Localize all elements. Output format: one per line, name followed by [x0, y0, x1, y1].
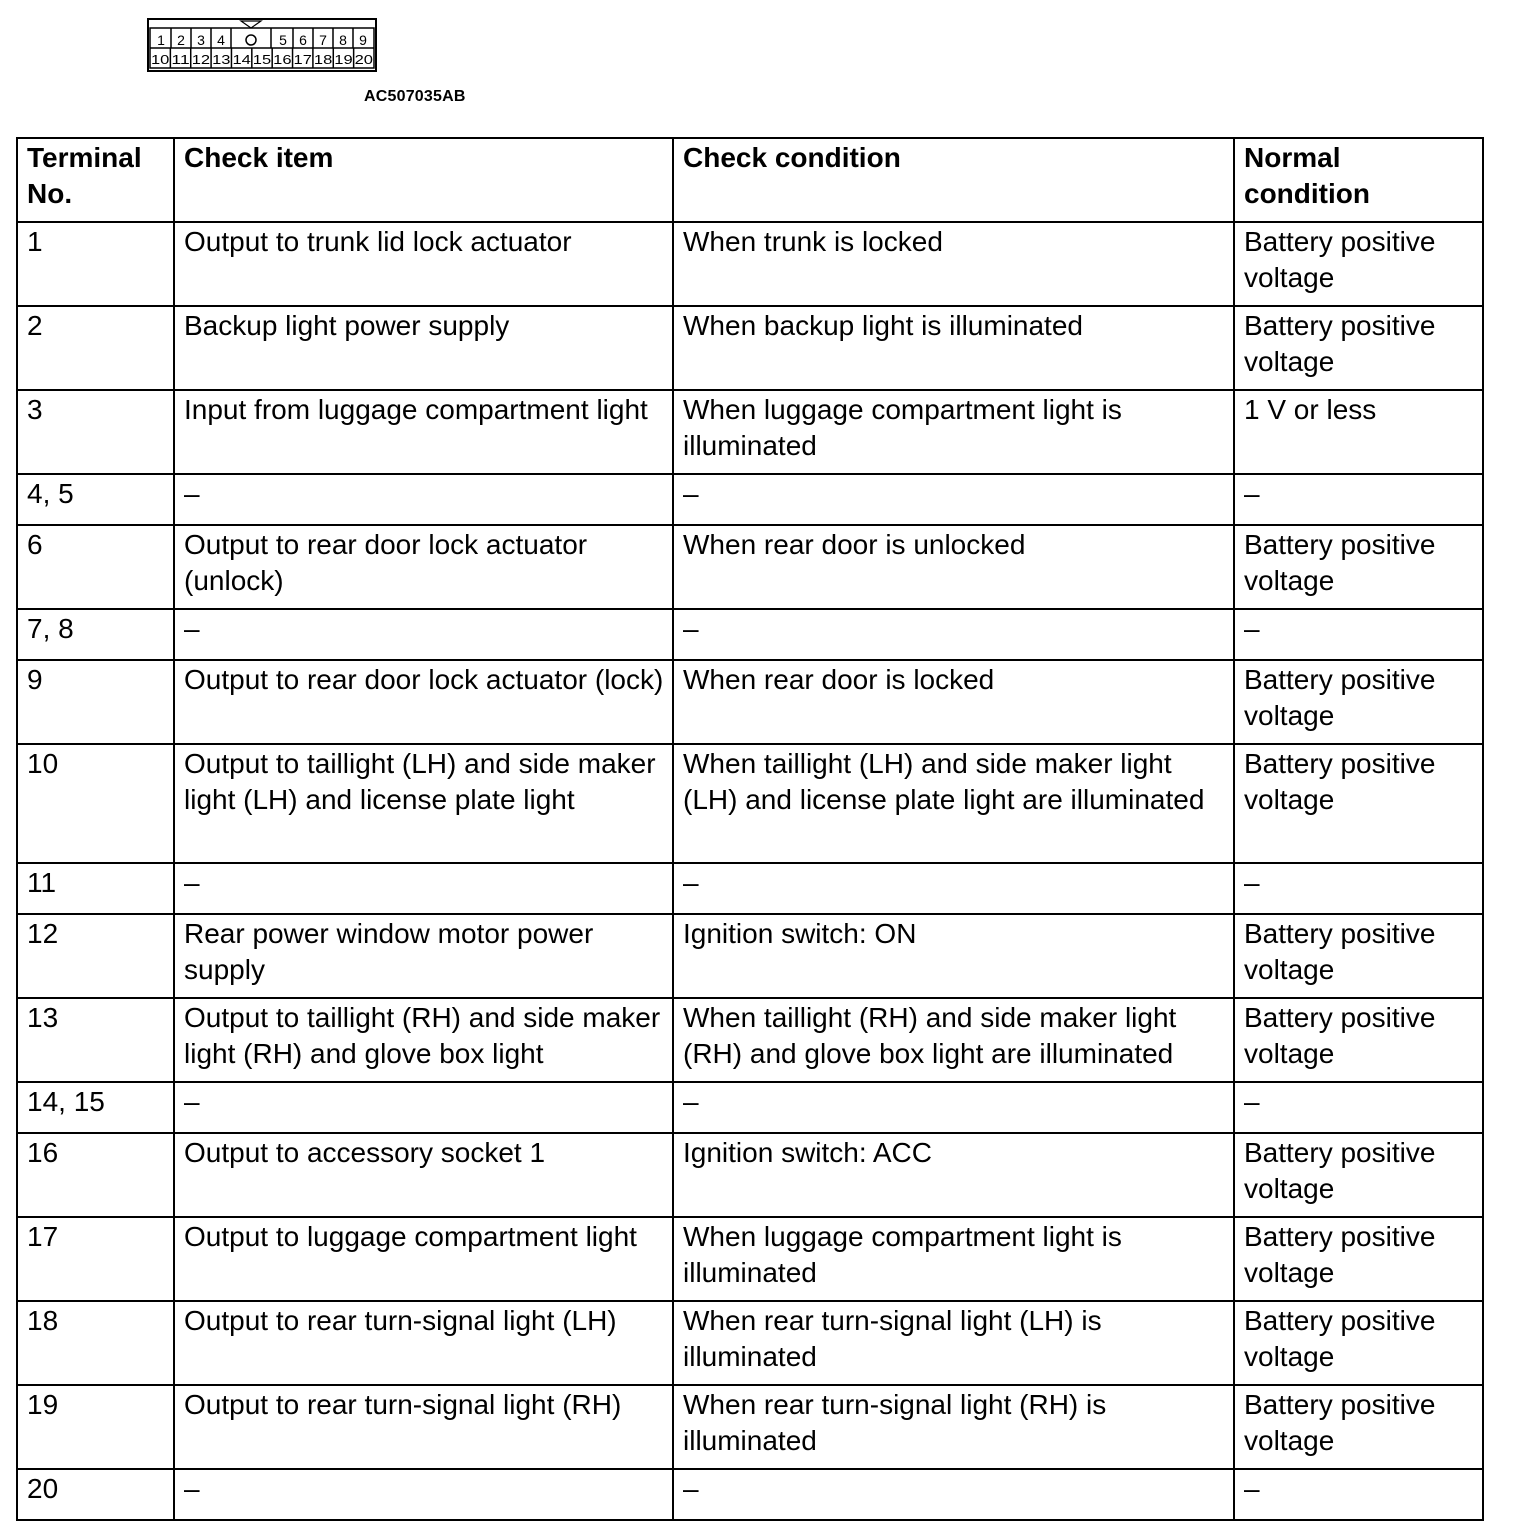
header-check-item: Check item	[174, 138, 673, 222]
cell-normal-condition: Battery positive voltage	[1234, 1133, 1483, 1217]
cell-check-item: Output to taillight (LH) and side maker light (LH) and license plate light	[174, 744, 673, 863]
cell-normal-condition: Battery positive voltage	[1234, 1217, 1483, 1301]
table-row	[17, 306, 1483, 390]
cell-check-condition: When rear door is unlocked	[673, 525, 1234, 609]
connector-pin-label: 15	[252, 52, 272, 67]
cell-terminal: 1	[17, 222, 174, 306]
cell-terminal: 9	[17, 660, 174, 744]
table-row	[17, 474, 1483, 525]
cell-check-condition: When trunk is locked	[673, 222, 1234, 306]
cell-check-condition: When backup light is illuminated	[673, 306, 1234, 390]
cell-check-condition: When taillight (RH) and side maker light (RH) and glove box light are illuminated	[673, 998, 1234, 1082]
table-row	[17, 390, 1483, 474]
table-row	[17, 1469, 1483, 1520]
cell-normal-condition: Battery positive voltage	[1234, 525, 1483, 609]
table-row	[17, 863, 1483, 914]
cell-check-condition: –	[673, 474, 1234, 525]
table-row	[17, 222, 1483, 306]
table-row	[17, 1217, 1483, 1301]
cell-check-item: Backup light power supply	[174, 306, 673, 390]
connector-pin-label: 10	[151, 52, 170, 67]
cell-check-item: Output to rear turn-signal light (RH)	[174, 1385, 673, 1469]
header-terminal: Terminal No.	[17, 138, 174, 222]
table-row	[17, 1301, 1483, 1385]
cell-check-condition: –	[673, 609, 1234, 660]
cell-check-item: Output to rear door lock actuator (unlock)	[174, 525, 673, 609]
cell-check-condition: When rear door is locked	[673, 660, 1234, 744]
connector-pin-label: 7	[319, 32, 327, 48]
connector-pin-label: 11	[171, 52, 190, 67]
connector-pin-label: 13	[212, 52, 231, 67]
cell-check-item: –	[174, 1082, 673, 1133]
connector-pin-label: 20	[354, 52, 373, 67]
connector-pin-label: 19	[334, 52, 353, 67]
cell-check-condition: When luggage compartment light is illuminated	[673, 1217, 1234, 1301]
cell-terminal: 14, 15	[17, 1082, 174, 1133]
cell-terminal: 18	[17, 1301, 174, 1385]
cell-normal-condition: Battery positive voltage	[1234, 1301, 1483, 1385]
connector-pin-label: 4	[217, 32, 225, 48]
table-row	[17, 1133, 1483, 1217]
cell-normal-condition: Battery positive voltage	[1234, 222, 1483, 306]
cell-check-condition: –	[673, 1469, 1234, 1520]
figure-code: AC507035AB	[364, 88, 466, 105]
cell-normal-condition: Battery positive voltage	[1234, 660, 1483, 744]
cell-terminal: 4, 5	[17, 474, 174, 525]
connector-svg	[147, 18, 377, 72]
cell-normal-condition: Battery positive voltage	[1234, 1385, 1483, 1469]
cell-normal-condition: –	[1234, 1469, 1483, 1520]
connector-pin-label: 3	[197, 32, 205, 48]
connector-pin-label: 5	[279, 32, 287, 48]
cell-terminal: 3	[17, 390, 174, 474]
cell-check-item: –	[174, 474, 673, 525]
cell-check-item: Rear power window motor power supply	[174, 914, 673, 998]
cell-check-condition: When rear turn-signal light (RH) is illuminated	[673, 1385, 1234, 1469]
cell-check-item: Output to taillight (RH) and side maker light (RH) and glove box light	[174, 998, 673, 1082]
cell-normal-condition: –	[1234, 1082, 1483, 1133]
cell-check-condition: When taillight (LH) and side maker light (LH) and license plate light are illuminated	[673, 744, 1234, 863]
cell-terminal: 12	[17, 914, 174, 998]
cell-terminal: 7, 8	[17, 609, 174, 660]
cell-check-item: Input from luggage compartment light	[174, 390, 673, 474]
connector-pin-label: 8	[339, 32, 347, 48]
header-normal-condition: Normal condition	[1234, 138, 1483, 222]
cell-check-item: Output to rear door lock actuator (lock)	[174, 660, 673, 744]
table-row	[17, 914, 1483, 998]
cell-check-item: –	[174, 1469, 673, 1520]
cell-terminal: 13	[17, 998, 174, 1082]
cell-check-condition: When luggage compartment light is illuminated	[673, 390, 1234, 474]
cell-normal-condition: –	[1234, 863, 1483, 914]
header-check-condition: Check condition	[673, 138, 1234, 222]
connector-pin-label: 1	[157, 32, 165, 48]
connector-pin-label: 14	[232, 52, 251, 67]
table-row	[17, 525, 1483, 609]
cell-check-item: Output to rear turn-signal light (LH)	[174, 1301, 673, 1385]
cell-check-item: –	[174, 609, 673, 660]
table-row	[17, 744, 1483, 863]
cell-check-condition: Ignition switch: ON	[673, 914, 1234, 998]
connector-pin-label: 16	[273, 52, 292, 67]
cell-terminal: 11	[17, 863, 174, 914]
cell-normal-condition: Battery positive voltage	[1234, 306, 1483, 390]
table-row	[17, 998, 1483, 1082]
table-row	[17, 660, 1483, 744]
cell-normal-condition: Battery positive voltage	[1234, 998, 1483, 1082]
connector-pin-label: 12	[191, 52, 211, 67]
table-row	[17, 609, 1483, 660]
cell-terminal: 2	[17, 306, 174, 390]
cell-terminal: 19	[17, 1385, 174, 1469]
cell-check-condition: When rear turn-signal light (LH) is illuminated	[673, 1301, 1234, 1385]
cell-check-condition: –	[673, 1082, 1234, 1133]
cell-terminal: 10	[17, 744, 174, 863]
cell-terminal: 17	[17, 1217, 174, 1301]
cell-normal-condition: –	[1234, 609, 1483, 660]
cell-check-item: Output to accessory socket 1	[174, 1133, 673, 1217]
table-row	[17, 1385, 1483, 1469]
cell-check-condition: Ignition switch: ACC	[673, 1133, 1234, 1217]
cell-terminal: 20	[17, 1469, 174, 1520]
connector-pin-label: 9	[359, 32, 367, 48]
connector-diagram	[147, 18, 377, 72]
cell-check-item: Output to trunk lid lock actuator	[174, 222, 673, 306]
cell-normal-condition: –	[1234, 474, 1483, 525]
cell-check-item: –	[174, 863, 673, 914]
cell-normal-condition: Battery positive voltage	[1234, 744, 1483, 863]
connector-pin-label: 18	[313, 52, 333, 67]
header-row	[17, 138, 1483, 222]
connector-pin-label: 17	[293, 52, 312, 67]
cell-terminal: 16	[17, 1133, 174, 1217]
connector-pin-label: 6	[299, 32, 307, 48]
cell-check-condition: –	[673, 863, 1234, 914]
cell-normal-condition: 1 V or less	[1234, 390, 1483, 474]
table-row	[17, 1082, 1483, 1133]
cell-check-item: Output to luggage compartment light	[174, 1217, 673, 1301]
connector-pin-label: 2	[177, 32, 185, 48]
terminal-table	[16, 137, 1484, 1521]
cell-normal-condition: Battery positive voltage	[1234, 914, 1483, 998]
cell-terminal: 6	[17, 525, 174, 609]
